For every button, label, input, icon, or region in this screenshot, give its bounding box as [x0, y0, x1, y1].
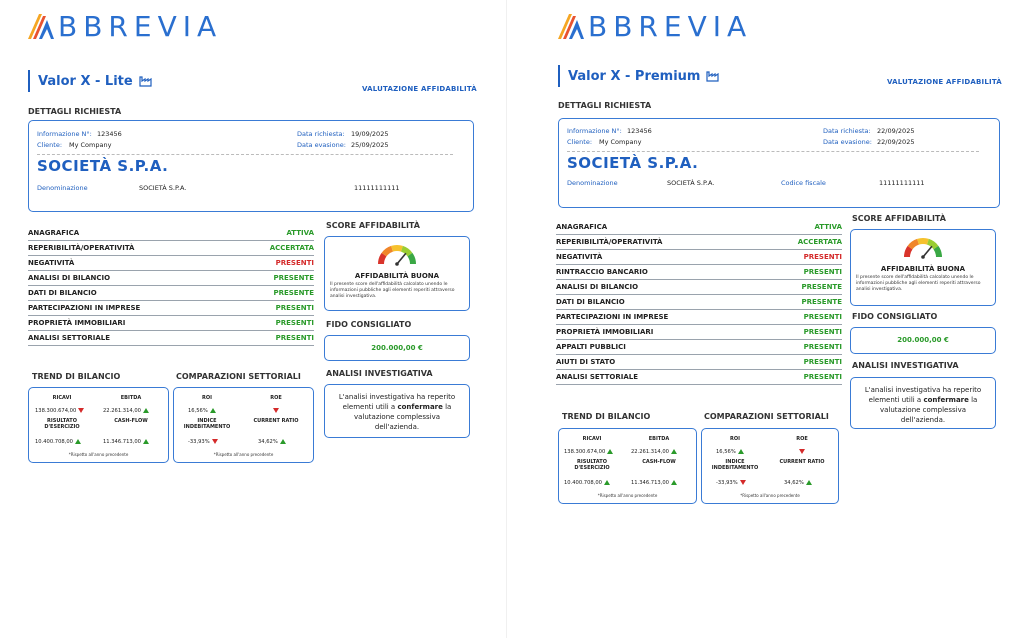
details-box — [558, 118, 1000, 208]
check-label: RINTRACCIO BANCARIO — [556, 268, 648, 276]
trend-arrow-icon — [671, 480, 677, 485]
ricavi-label: RICAVI — [582, 436, 602, 442]
fiscal-code-value: 11111111111 — [879, 179, 925, 187]
analysis-text-bold: confermare — [923, 396, 969, 405]
trend-arrow-icon — [143, 439, 149, 444]
report-page-lite — [0, 0, 496, 638]
trend-arrow-icon — [799, 449, 805, 454]
ricavi-label: RICAVI — [52, 395, 72, 401]
check-status: PRESENTE — [273, 289, 314, 297]
check-status: PRESENTE — [273, 274, 314, 282]
details-box — [28, 120, 474, 212]
fiscal-code-label: Codice fiscale — [781, 179, 826, 187]
check-label: DATI DI BILANCIO — [556, 298, 625, 306]
trend-arrow-icon — [280, 439, 286, 444]
trend-arrow-icon — [210, 408, 216, 413]
analysis-text-pre: L'analisi investigativa ha reperito elementi utili a — [864, 386, 982, 405]
check-status: PRESENTI — [275, 304, 314, 312]
check-row — [556, 280, 842, 295]
fido-section-title: FIDO CONSIGLIATO — [852, 312, 938, 321]
check-label: ANALISI SETTORIALE — [556, 373, 638, 381]
score-box — [850, 229, 996, 306]
factory-icon — [139, 75, 153, 87]
cashflow-label: CASH-FLOW — [642, 459, 676, 465]
current-ratio-value: 34,62% — [258, 439, 286, 445]
evasion-date-label: Data evasione: — [823, 138, 872, 146]
request-date-value: 22/09/2025 — [877, 127, 915, 135]
report-title: Valor X - Lite — [38, 73, 133, 89]
score-section-title: SCORE AFFIDABILITÀ — [326, 221, 420, 230]
logo-a-icon — [26, 11, 56, 41]
check-row — [28, 271, 314, 286]
check-label: PROPRIETÀ IMMOBILIARI — [28, 319, 126, 327]
trend-section-title: TREND DI BILANCIO — [32, 372, 121, 381]
indebitamento-label: INDICE INDEBITAMENTO — [183, 418, 231, 431]
report-title-row — [558, 65, 720, 87]
risultato-label: RISULTATO D'ESERCIZIO — [574, 459, 610, 472]
request-date-value: 19/09/2025 — [351, 130, 389, 138]
roe-value — [797, 449, 805, 455]
gauge-needle — [923, 246, 932, 257]
score-description: Il presente score dell'affidabilità calcolato unendo le informazioni pubbliche agli elementi reperiti attraverso analisi investigativa. — [330, 282, 455, 299]
check-label: ANAGRAFICA — [28, 229, 80, 237]
roi-value: 16,56% — [188, 408, 216, 414]
check-status: PRESENTI — [803, 373, 842, 381]
trend-arrow-icon — [143, 408, 149, 413]
check-row — [556, 370, 842, 385]
analysis-box — [324, 384, 470, 438]
info-number-label: Informazione N°: — [37, 130, 92, 138]
info-number-value: 123456 — [97, 130, 122, 138]
trend-arrow-icon — [75, 439, 81, 444]
analysis-text — [333, 392, 461, 433]
score-gauge-icon — [377, 243, 417, 267]
evasion-date-value: 22/09/2025 — [877, 138, 915, 146]
gauge-segment — [384, 249, 392, 255]
analysis-section-title: ANALISI INVESTIGATIVA — [852, 361, 959, 370]
details-section-title: DETTAGLI RICHIESTA — [558, 101, 652, 110]
cashflow-value: 11.346.713,00 — [103, 439, 149, 445]
analysis-text — [859, 385, 987, 426]
client-value: My Company — [599, 138, 642, 146]
checks-list — [556, 220, 842, 385]
check-status: PRESENTE — [801, 283, 842, 291]
trend-section-title: TREND DI BILANCIO — [562, 412, 651, 421]
roi-value: 16,56% — [716, 449, 744, 455]
report-page-premium — [526, 0, 1022, 638]
factory-icon — [706, 70, 720, 82]
gauge-segment — [410, 255, 413, 264]
indebitamento-label: INDICE INDEBITAMENTO — [711, 459, 759, 472]
roe-label: ROE — [796, 436, 808, 442]
current-ratio-value: 34,62% — [784, 480, 812, 486]
valutazione-affidabilita-label: VALUTAZIONE AFFIDABILITÀ — [887, 78, 1002, 86]
denomination-value: SOCIETÀ S.P.A. — [139, 184, 187, 192]
check-row — [28, 256, 314, 271]
check-status: PRESENTE — [801, 298, 842, 306]
check-status: PRESENTI — [803, 313, 842, 321]
trend-arrow-icon — [78, 408, 84, 413]
check-row — [28, 301, 314, 316]
check-status: PRESENTI — [803, 343, 842, 351]
check-label: PROPRIETÀ IMMOBILIARI — [556, 328, 654, 336]
check-row — [28, 316, 314, 331]
client-label: Cliente: — [567, 138, 593, 146]
ricavi-value: 138.300.674,00 — [564, 449, 613, 455]
trend-box — [28, 387, 169, 463]
page-divider — [506, 0, 507, 638]
denomination-label: Denominazione — [567, 179, 618, 187]
info-number-label: Informazione N°: — [567, 127, 622, 135]
check-status: ATTIVA — [814, 223, 842, 231]
trend-note: *Rispetto all'anno precedente — [68, 452, 129, 457]
fido-value: 200.000,00 € — [897, 336, 949, 344]
check-label: REPERIBILITÀ/OPERATIVITÀ — [28, 244, 135, 252]
check-row — [28, 226, 314, 241]
roi-label: ROI — [730, 436, 740, 442]
check-row — [556, 310, 842, 325]
trend-arrow-icon — [604, 480, 610, 485]
check-label: REPERIBILITÀ/OPERATIVITÀ — [556, 238, 663, 246]
details-separator — [37, 154, 453, 155]
gauge-hub — [921, 255, 925, 259]
score-gauge-icon — [903, 236, 943, 260]
analysis-box — [850, 377, 996, 429]
roe-label: ROE — [270, 395, 282, 401]
check-row — [556, 325, 842, 340]
cashflow-value: 11.346.713,00 — [631, 480, 677, 486]
evasion-date-label: Data evasione: — [297, 141, 346, 149]
gauge-segment — [910, 242, 918, 248]
check-label: ANALISI DI BILANCIO — [556, 283, 639, 291]
analysis-text-post: la valutazione complessiva dell'azienda. — [879, 396, 978, 425]
trend-box — [558, 428, 697, 504]
check-status: PRESENTI — [275, 319, 314, 327]
trend-arrow-icon — [273, 408, 279, 413]
gauge-segment — [918, 241, 928, 242]
comp-note: *Rispetto all'anno precedente — [740, 493, 800, 498]
check-row — [556, 340, 842, 355]
check-row — [28, 241, 314, 256]
brand-logo — [26, 8, 222, 44]
gauge-segment — [381, 255, 384, 264]
analysis-text-bold: confermare — [397, 403, 443, 412]
brand-logo — [556, 8, 752, 44]
analysis-section-title: ANALISI INVESTIGATIVA — [326, 369, 433, 378]
roe-value — [271, 408, 279, 414]
check-status: ATTIVA — [286, 229, 314, 237]
score-description: Il presente score dell'affidabilità calcolato unendo le informazioni pubbliche agli elementi reperiti attraverso analisi investigativa. — [856, 275, 981, 292]
comp-box — [173, 387, 314, 463]
check-status: PRESENTI — [275, 259, 314, 267]
check-status: PRESENTI — [803, 268, 842, 276]
report-title-row — [28, 70, 153, 92]
trend-arrow-icon — [738, 449, 744, 454]
ebitda-value: 22.261.314,00 — [631, 449, 677, 455]
check-row — [28, 286, 314, 301]
check-label: ANAGRAFICA — [556, 223, 608, 231]
fido-section-title: FIDO CONSIGLIATO — [326, 320, 412, 329]
logo-a-icon — [556, 11, 586, 41]
check-label: APPALTI PUBBLICI — [556, 343, 626, 351]
company-name: SOCIETÀ S.P.A. — [37, 157, 169, 175]
brand-wordmark: BBREVIA — [58, 9, 223, 43]
gauge-segment — [907, 248, 910, 257]
score-box — [324, 236, 470, 311]
indebitamento-value: -33,93% — [716, 480, 746, 486]
denomination-label: Denominazione — [37, 184, 88, 192]
check-row — [556, 265, 842, 280]
valutazione-affidabilita-label: VALUTAZIONE AFFIDABILITÀ — [362, 85, 477, 93]
check-status: ACCERTATA — [269, 244, 314, 252]
analysis-text-pre: L'analisi investigativa ha reperito elementi utili a — [338, 393, 456, 412]
risultato-label: RISULTATO D'ESERCIZIO — [44, 418, 80, 431]
risultato-value: 10.400.708,00 — [564, 480, 610, 486]
check-status: PRESENTI — [803, 358, 842, 366]
check-label: NEGATIVITÀ — [556, 253, 603, 261]
trend-arrow-icon — [212, 439, 218, 444]
indebitamento-value: -33,93% — [188, 439, 218, 445]
cashflow-label: CASH-FLOW — [114, 418, 148, 424]
gauge-needle — [397, 253, 406, 264]
trend-arrow-icon — [806, 480, 812, 485]
check-label: PARTECIPAZIONI IN IMPRESE — [556, 313, 669, 321]
fiscal-code-value: 11111111111 — [354, 184, 400, 192]
check-row — [556, 220, 842, 235]
analysis-text-post: la valutazione complessiva dell'azienda. — [353, 403, 452, 432]
denomination-value: SOCIETÀ S.P.A. — [667, 179, 715, 187]
ebitda-value: 22.261.314,00 — [103, 408, 149, 414]
trend-arrow-icon — [607, 449, 613, 454]
checks-list — [28, 226, 314, 346]
comp-section-title: COMPARAZIONI SETTORIALI — [704, 412, 829, 421]
check-status: PRESENTI — [275, 334, 314, 342]
evasion-date-value: 25/09/2025 — [351, 141, 389, 149]
score-label: AFFIDABILITÀ BUONA — [354, 272, 440, 280]
risultato-value: 10.400.708,00 — [35, 439, 81, 445]
check-row — [556, 355, 842, 370]
ricavi-value: 138.300.674,00 — [35, 408, 84, 414]
check-label: DATI DI BILANCIO — [28, 289, 97, 297]
current-ratio-label: CURRENT RATIO — [253, 418, 299, 424]
fido-box — [324, 335, 470, 361]
company-name: SOCIETÀ S.P.A. — [567, 154, 699, 172]
client-label: Cliente: — [37, 141, 63, 149]
check-label: ANALISI DI BILANCIO — [28, 274, 111, 282]
trend-note: *Rispetto all'anno precedente — [597, 493, 658, 498]
score-label: AFFIDABILITÀ BUONA — [880, 265, 966, 273]
comp-box — [701, 428, 839, 504]
check-label: AIUTI DI STATO — [556, 358, 616, 366]
fido-box — [850, 327, 996, 354]
check-status: ACCERTATA — [797, 238, 842, 246]
comp-note: *Rispetto all'anno precedente — [213, 452, 274, 457]
check-status: PRESENTI — [803, 253, 842, 261]
info-number-value: 123456 — [627, 127, 652, 135]
check-label: ANALISI SETTORIALE — [28, 334, 110, 342]
check-row — [28, 331, 314, 346]
details-section-title: DETTAGLI RICHIESTA — [28, 107, 122, 116]
current-ratio-label: CURRENT RATIO — [779, 459, 825, 465]
gauge-segment — [392, 248, 402, 249]
comp-section-title: COMPARAZIONI SETTORIALI — [176, 372, 301, 381]
request-date-label: Data richiesta: — [297, 130, 345, 138]
check-row — [556, 295, 842, 310]
trend-arrow-icon — [740, 480, 746, 485]
check-label: PARTECIPAZIONI IN IMPRESE — [28, 304, 141, 312]
client-value: My Company — [69, 141, 112, 149]
check-label: NEGATIVITÀ — [28, 259, 75, 267]
gauge-segment — [936, 248, 939, 257]
check-row — [556, 250, 842, 265]
request-date-label: Data richiesta: — [823, 127, 871, 135]
roi-label: ROI — [202, 395, 212, 401]
ebitda-label: EBITDA — [120, 395, 142, 401]
fido-value: 200.000,00 € — [371, 344, 423, 352]
trend-arrow-icon — [671, 449, 677, 454]
brand-wordmark: BBREVIA — [588, 9, 753, 43]
check-row — [556, 235, 842, 250]
details-separator — [567, 151, 979, 152]
report-title: Valor X - Premium — [568, 68, 701, 84]
ebitda-label: EBITDA — [648, 436, 670, 442]
score-section-title: SCORE AFFIDABILITÀ — [852, 214, 946, 223]
gauge-hub — [395, 262, 399, 266]
check-status: PRESENTI — [803, 328, 842, 336]
